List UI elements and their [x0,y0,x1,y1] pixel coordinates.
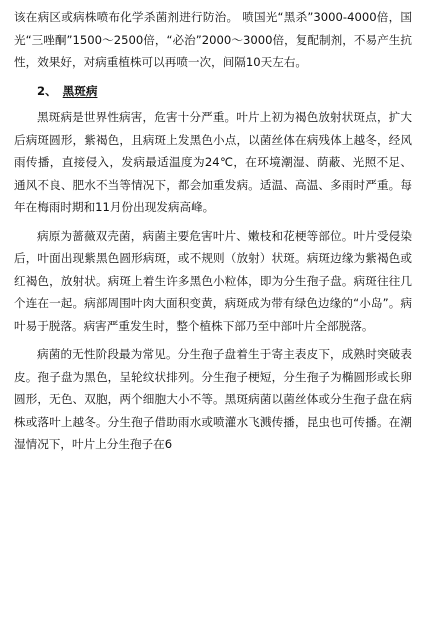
paragraph-black-spot-spores: 病菌的无性阶段最为常见。分生孢子盘着生于寄主表皮下，成熟时突破表皮。孢子盘为黑色，呈轮纹状排列。分生孢子梗短，分生孢子为椭圆形或长卵圆形，无色、双胞，两个细胞大小不等。黑斑病菌以菌丝体或分生孢子盘在病株或落叶上越冬。分生孢子借助雨水或喷灌水飞溅传播，昆虫也可传播。在潮湿情况下，叶片上分生孢子在6 [14,347,412,451]
section-title: 黑斑病 [62,83,98,98]
paragraph-black-spot-pathogen: 病原为蔷薇双壳菌，病菌主要危害叶片、嫩枝和花梗等部位。叶片受侵染后，叶面出现紫黑色圆形病斑，或不规则（放射）状斑。病斑边缘为紫褐色或红褐色，放射状。病斑上着生许多黑色小粒体，即为分生孢子盘。病斑往往几个连在一起。病部周围叶肉大面积变黄，病斑成为带有绿色边缘的“小岛”。病叶易于脱落。病害严重发生时，整个植株下部乃至中部叶片全部脱落。 [14,228,412,333]
section-heading-black-spot [14,80,412,103]
section-number: 2、 [37,83,57,98]
paragraph-black-spot-overview: 黑斑病是世界性病害，危害十分严重。叶片上初为褐色放射状斑点，扩大后病斑圆形，紫褐色，且病斑上发黑色小点，以菌丝体在病残体上越冬，经风雨传播，直接侵入，发病最适温度为24℃，在环境潮湿、荫蔽、光照不足、通风不良、肥水不当等情况下，都会加重发病。适温、高温、多雨时严重。每年在梅雨时期和11月份出现发病高峰。 [14,110,412,214]
paragraph-control-methods: 该在病区或病株喷布化学杀菌剂进行防治。 喷国光“黑杀”3000-4000倍，国光“三唑酮”1500～2500倍，“必治”2000～3000倍，复配制剂，不易产生抗性，效果好，对病重植株可以再喷一次，间隔10天左右。 [14,10,412,69]
